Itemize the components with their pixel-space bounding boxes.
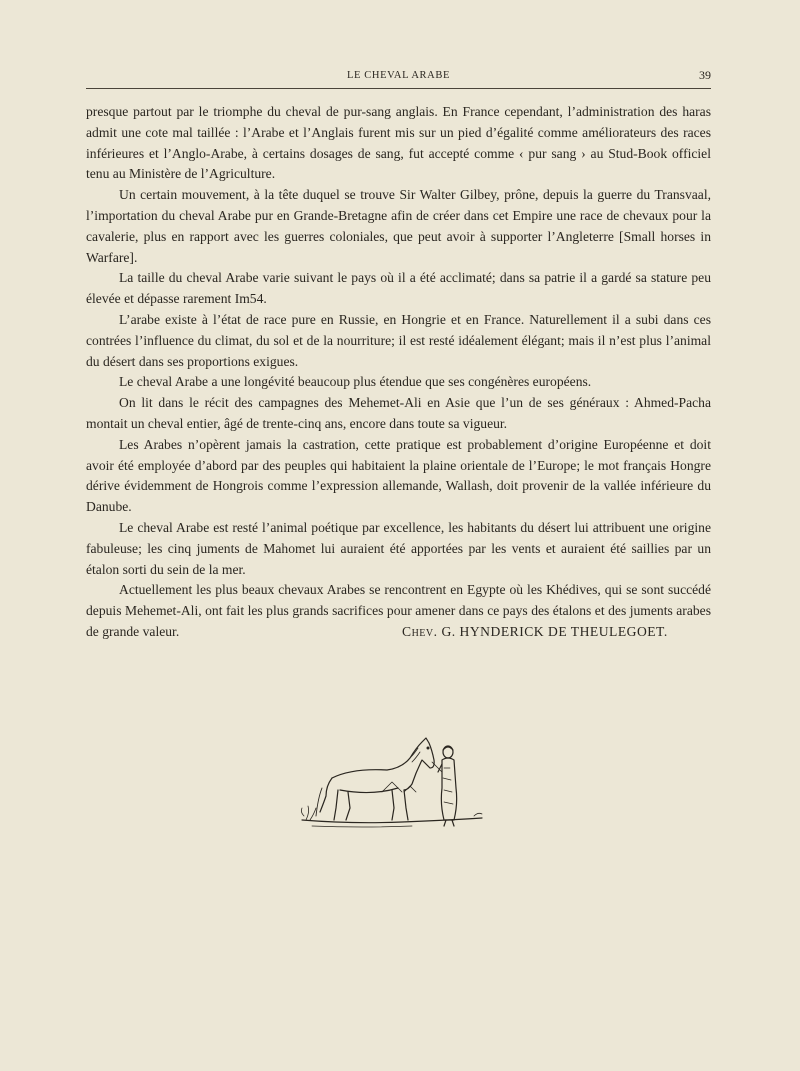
page-number: 39: [699, 68, 711, 82]
signature-name: G. HYNDERICK DE THEULEGOET.: [441, 624, 668, 639]
paragraph: Le cheval Arabe a une longévité beaucoup plus étendue que ses congénères européens.: [119, 374, 592, 390]
paragraph: La taille du cheval Arabe varie suivant le pays où il a été acclimaté; dans sa patrie il a gardé sa stature peu élevée et dépasse rarement Im54.: [86, 270, 711, 307]
body-text: [86, 102, 711, 643]
horse-and-groom-illustration: [292, 728, 492, 832]
signature-prefix: Chev.: [402, 624, 438, 639]
paragraph: Les Arabes n’opèrent jamais la castration, cette pratique est probablement d’origine Européenne et doit avoir été employée d’abord par des peuples qui habitaient la plaine orientale de l’Europe; le mot français Hongre dérive évidemment de Hongrois comme l’expression allemande, Wallash, doit provenir de la vallée inférieure du Danube.: [86, 436, 711, 515]
header-rule: [86, 88, 711, 89]
paragraph: Un certain mouvement, à la tête duquel se trouve Sir Walter Gilbey, prône, depuis la guerre du Transvaal, l’importation du cheval Arabe pur en Grande-Bretagne afin de créer dans cet Empire une race de chevaux pour la cavalerie, plus en rapport avec les guerres coloniales, que peut avoir à supporter l’Angleterre [Small horses in Warfare].: [86, 187, 711, 265]
paragraph: On lit dans le récit des campagnes des Mehemet-Ali en Asie que l’un de ses généraux : Ahmed-Pacha montait un cheval entier, âgé de trente-cinq ans, encore dans toute sa vigueur.: [86, 395, 711, 431]
paragraph: L’arabe existe à l’état de race pure en Russie, en Hongrie et en France. Naturellement il a subi dans ces contrées l’influence du climat, du sol et de la nourriture; il est resté idéalement élégant; mais il n’est plus l’animal du désert dans ses proportions exigues.: [86, 311, 711, 369]
paragraph: Le cheval Arabe est resté l’animal poétique par excellence, les habitants du désert lui attribuent une origine fabuleuse; les cinq juments de Mahomet lui auraient été apportées par les vents et auraient été saillies par un étalon sorti du sein de la mer.: [86, 519, 711, 577]
paragraph: Actuellement les plus beaux chevaux Arabes se rencontrent en Egypte où les Khédives, qui se sont succédé depuis Mehemet-Ali, ont fait les plus grands sacrifices pour amener dans ce pays des étalons et des juments arabes de grande valeur.: [86, 582, 711, 639]
author-signature: [402, 624, 668, 640]
running-head: [86, 68, 711, 88]
running-title: LE CHEVAL ARABE: [347, 70, 450, 81]
paragraph: presque partout par le triomphe du cheval de pur-sang anglais. En France cependant, l’administration des haras admit une cote mal taillée : l’Arabe et l’Anglais furent mis sur un pied d’égalité comme améliorateurs des races inférieures et l’Anglo-Arabe, à certains dosages de sang, fut accepté comme ‹ pur sang › au Stud-Book officiel tenu au Ministère de l’Agriculture.: [86, 104, 711, 182]
